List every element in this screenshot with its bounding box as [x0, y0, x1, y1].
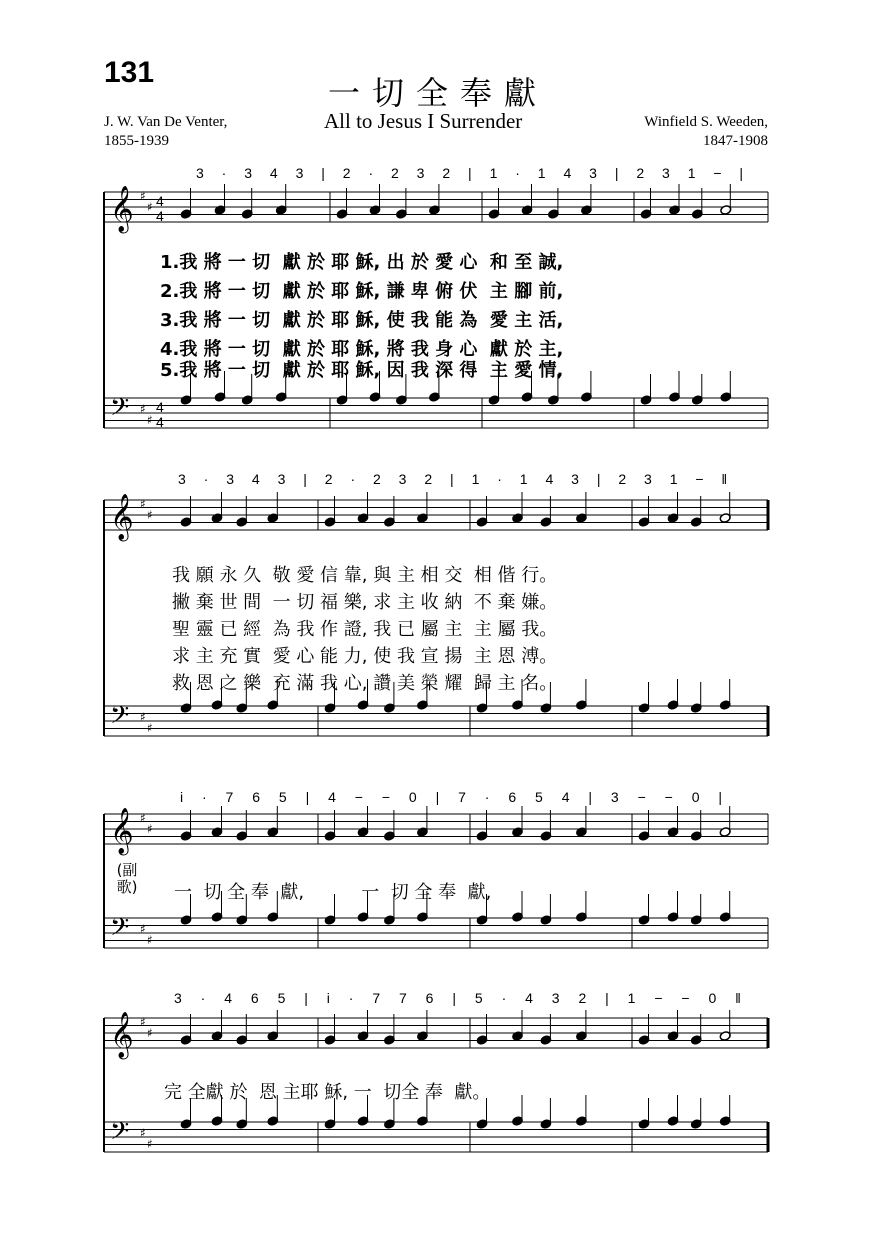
- time-signature: 4: [156, 399, 164, 415]
- time-signature: 4: [156, 414, 164, 430]
- composer-name: Winfield S. Weeden,: [644, 114, 768, 130]
- treble-clef-icon: 𝄞: [110, 808, 134, 854]
- verse-3-line-1: 3.我 將 一 切 獻 於 耶 穌, 使 我 能 為 愛 主 活,: [160, 310, 564, 331]
- sharp-icon: ♯: [140, 497, 146, 511]
- sharp-icon: ♯: [140, 710, 146, 724]
- sharp-icon: ♯: [140, 922, 146, 936]
- bass-clef-icon: 𝄢: [110, 1117, 130, 1152]
- lyricist-name: J. W. Van De Venter,: [104, 114, 228, 130]
- hymn-title-chinese: 一切全奉獻: [328, 74, 549, 112]
- verse-3-line-2: 聖 靈 已 經 為 我 作 證, 我 已 屬 主 主 屬 我。: [172, 619, 558, 640]
- verse-2-line-2: 撇 棄 世 間 一 切 福 樂, 求 主 收 納 不 棄 嫌。: [172, 592, 558, 613]
- chorus-label: (副歌): [116, 861, 138, 896]
- verse-2-line-1: 2.我 將 一 切 獻 於 耶 穌, 謙 卑 俯 伏 主 腳 前,: [160, 281, 564, 302]
- sharp-icon: ♯: [147, 413, 153, 427]
- time-signature: 4: [156, 193, 164, 209]
- sharp-icon: ♯: [147, 508, 153, 522]
- bass-clef-icon: 𝄢: [110, 701, 130, 736]
- jianpu-line-1: 3 · 3 4 3 | 2 · 2 3 2 | 1 · 1 4 3 | 2 3 1 − |: [196, 165, 744, 181]
- sharp-icon: ♯: [147, 1026, 153, 1040]
- composer-dates: 1847-1908: [703, 133, 768, 149]
- note-heads: [180, 184, 732, 1129]
- treble-clef-icon: 𝄞: [110, 1012, 134, 1058]
- jianpu-line-3: i · 7 6 5 | 4 − − 0 | 7 · 6 5 4 | 3 − − 0 |: [180, 789, 723, 805]
- sharp-icon: ♯: [140, 811, 146, 825]
- treble-clef-icon: 𝄞: [110, 494, 134, 540]
- verse-5-line-2: 救 恩 之 樂 充 滿 我 心, 讚 美 榮 耀 歸 主 名。: [172, 673, 558, 694]
- sharp-icon: ♯: [140, 189, 146, 203]
- verse-1-line-2: 我 願 永 久 敬 愛 信 靠, 與 主 相 交 相 偕 行。: [172, 565, 558, 586]
- sharp-icon: ♯: [147, 1137, 153, 1151]
- verse-4-line-2: 求 主 充 實 愛 心 能 力, 使 我 宣 揚 主 恩 溥。: [172, 646, 558, 667]
- sharp-icon: ♯: [147, 822, 153, 836]
- sharp-icon: ♯: [140, 402, 146, 416]
- verse-1-line-1: 1.我 將 一 切 獻 於 耶 穌, 出 於 愛 心 和 至 誠,: [160, 252, 564, 273]
- sharp-icon: ♯: [147, 721, 153, 735]
- staff-lines: [104, 186, 768, 1152]
- chorus-line-1: 一 切 全 奉 獻, 一 切 全 奉 獻,: [174, 882, 492, 903]
- hymn-number: 131: [104, 56, 155, 89]
- sharp-icon: ♯: [147, 933, 153, 947]
- sharp-icon: ♯: [140, 1015, 146, 1029]
- sharp-icon: ♯: [140, 1126, 146, 1140]
- jianpu-line-4: 3 · 4 6 5 | i · 7 7 6 | 5 · 4 3 2 | 1 − − 0 ‖: [174, 990, 741, 1006]
- bass-clef-icon: 𝄢: [110, 913, 130, 948]
- time-signature: 4: [156, 208, 164, 224]
- lyricist-dates: 1855-1939: [104, 133, 169, 149]
- treble-clef-icon: 𝄞: [110, 186, 134, 232]
- bass-clef-icon: 𝄢: [110, 393, 130, 428]
- sharp-icon: ♯: [147, 200, 153, 214]
- chorus-line-2: 完 全獻 於 恩 主耶 穌, 一 切全 奉 獻。: [164, 1082, 491, 1103]
- verse-4-line-1: 4.我 將 一 切 獻 於 耶 穌, 將 我 身 心 獻 於 主,: [160, 339, 564, 360]
- verse-5-line-1: 5.我 將 一 切 獻 於 耶 穌, 因 我 深 得 主 愛 情,: [160, 360, 564, 381]
- jianpu-line-2: 3 · 3 4 3 | 2 · 2 3 2 | 1 · 1 4 3 | 2 3 1 − ‖: [178, 471, 728, 487]
- hymn-title-english: All to Jesus I Surrender: [324, 109, 523, 133]
